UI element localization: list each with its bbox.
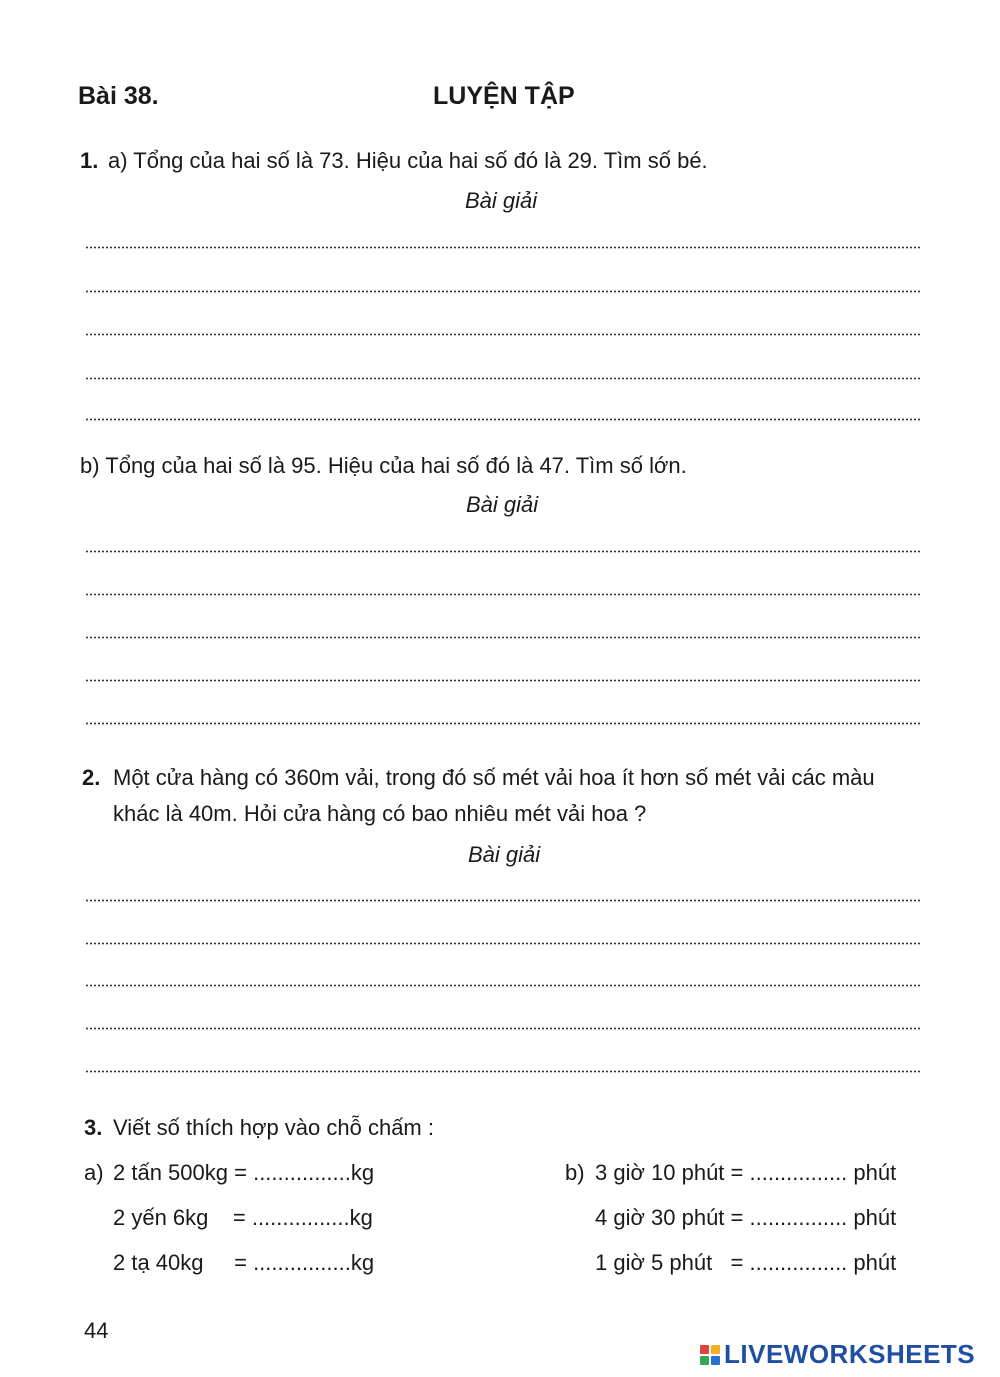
answer-line[interactable] [85, 1070, 920, 1073]
logo-text: LIVEWORKSHEETS [724, 1339, 976, 1369]
row-unit: phút [853, 1205, 897, 1230]
row-expression: 2 tấn 500kg = [113, 1160, 247, 1185]
row-expression: 3 giờ 10 phút = [595, 1160, 744, 1185]
blank-input[interactable]: ................ [749, 1205, 848, 1230]
solution-heading-1a: Bài giải [465, 188, 538, 213]
answer-line[interactable] [85, 942, 920, 945]
row-unit: kg [349, 1205, 373, 1230]
logo-grid-icon [700, 1345, 720, 1365]
exercise-2-number: 2. [82, 765, 101, 790]
answer-line[interactable] [85, 593, 920, 596]
exercise-1a-text: a) Tổng của hai số là 73. Hiệu của hai số đó là 29. Tìm số bé. [108, 148, 708, 173]
page-number: 44 [84, 1318, 109, 1343]
blank-input[interactable]: ................ [251, 1205, 350, 1230]
answer-line[interactable] [85, 1027, 920, 1030]
answer-line[interactable] [85, 333, 920, 336]
answer-line[interactable] [85, 377, 920, 380]
row-expression: 2 yến 6kg = [113, 1205, 246, 1230]
row-expression: 1 giờ 5 phút = [595, 1250, 744, 1275]
row-unit: kg [350, 1250, 375, 1275]
liveworksheets-logo[interactable] [700, 1339, 975, 1370]
lesson-label: Bài 38. [78, 82, 159, 110]
answer-line[interactable] [85, 290, 920, 293]
row-expression: 4 giờ 30 phút = [595, 1205, 744, 1230]
row-expression: 2 tạ 40kg = [113, 1250, 247, 1275]
exercise-1-number: 1. [80, 148, 99, 173]
solution-heading-2: Bài giải [468, 842, 541, 867]
exercise-3-prompt: Viết số thích hợp vào chỗ chấm : [113, 1115, 434, 1140]
blank-input[interactable]: ................ [749, 1160, 848, 1185]
answer-line[interactable] [85, 418, 920, 421]
row-unit: phút [853, 1250, 897, 1275]
time-row [595, 1250, 896, 1276]
part-b-label: b) [565, 1160, 585, 1185]
mass-row [113, 1205, 373, 1231]
answer-line[interactable] [85, 246, 920, 249]
answer-line[interactable] [85, 636, 920, 639]
blank-input[interactable]: ................ [253, 1250, 351, 1275]
time-row [595, 1160, 896, 1186]
exercise-2-line-1: Một cửa hàng có 360m vải, trong đó số mét vải hoa ít hơn số mét vải các màu [113, 765, 875, 790]
answer-line[interactable] [85, 984, 920, 987]
answer-line[interactable] [85, 679, 920, 682]
mass-row [113, 1160, 374, 1186]
answer-line[interactable] [85, 550, 920, 553]
page-title: LUYỆN TẬP [433, 82, 575, 110]
row-unit: kg [350, 1160, 375, 1185]
part-a-label: a) [84, 1160, 104, 1185]
solution-heading-1b: Bài giải [466, 492, 539, 517]
row-unit: phút [853, 1160, 897, 1185]
exercise-1b-text: b) Tổng của hai số là 95. Hiệu của hai số đó là 47. Tìm số lớn. [80, 453, 687, 478]
blank-input[interactable]: ................ [253, 1160, 351, 1185]
time-row [595, 1205, 896, 1231]
mass-row [113, 1250, 374, 1276]
blank-input[interactable]: ................ [749, 1250, 848, 1275]
exercise-2-line-2: khác là 40m. Hỏi cửa hàng có bao nhiêu mét vải hoa ? [113, 801, 647, 826]
answer-line[interactable] [85, 899, 920, 902]
answer-line[interactable] [85, 722, 920, 725]
exercise-3-number: 3. [84, 1115, 103, 1140]
